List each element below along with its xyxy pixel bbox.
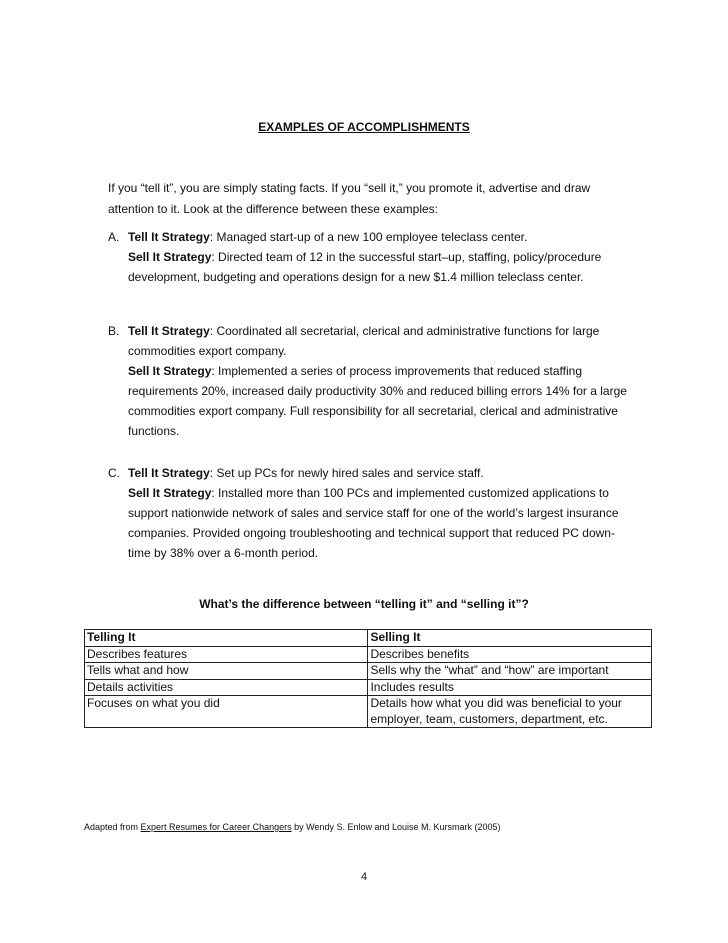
table-cell: Describes features bbox=[85, 646, 368, 663]
example-item-a bbox=[108, 227, 633, 287]
table-row bbox=[85, 679, 652, 696]
intro-paragraph: If you “tell it”, you are simply stating facts. If you “sell it,” you promote it, advertise and draw attention to it. Look at the difference between these examples: bbox=[108, 181, 591, 216]
table-row bbox=[85, 696, 652, 728]
table-cell: Details activities bbox=[85, 679, 368, 696]
comparison-table bbox=[84, 629, 652, 728]
sell-it-line bbox=[128, 483, 633, 563]
page-title: EXAMPLES OF ACCOMPLISHMENTS bbox=[258, 120, 470, 134]
sell-it-line bbox=[128, 247, 633, 287]
table-row bbox=[85, 663, 652, 680]
sell-it-label: Sell It Strategy bbox=[128, 364, 212, 378]
page-number: 4 bbox=[360, 871, 368, 883]
table-cell: Describes benefits bbox=[368, 646, 652, 663]
tell-it-text: : Coordinated all secretarial, clerical and administrative functions for large commodities export company. bbox=[128, 324, 600, 358]
example-item-b bbox=[108, 321, 633, 441]
tell-it-line bbox=[128, 463, 633, 483]
tell-it-label: Tell It Strategy bbox=[128, 466, 210, 480]
tell-it-line bbox=[128, 321, 633, 361]
source-prefix: Adapted from bbox=[84, 822, 141, 832]
table-header-cell: Selling It bbox=[368, 630, 652, 647]
sell-it-text: : Installed more than 100 PCs and implemented customized applications to support nationwide network of sales and service staff for one of the world’s largest insurance companies. Provided ongoing troubleshooting and technical support that reduced PC down-time by 38% over a 6-month period. bbox=[128, 486, 619, 560]
sell-it-text: : Directed team of 12 in the successful start–up, staffing, policy/procedure development, budgeting and operations design for a new $1.4 million teleclass center. bbox=[128, 250, 602, 284]
table-cell: Details how what you did was beneficial to your employer, team, customers, department, etc. bbox=[368, 696, 652, 728]
example-item-c bbox=[108, 463, 633, 563]
table-cell: Sells why the “what” and “how” are important bbox=[368, 663, 652, 680]
table-cell: Focuses on what you did bbox=[85, 696, 368, 728]
sell-it-label: Sell It Strategy bbox=[128, 486, 212, 500]
sell-it-label: Sell It Strategy bbox=[128, 250, 212, 264]
source-suffix: by Wendy S. Enlow and Louise M. Kursmark (2005) bbox=[291, 822, 501, 832]
table-header-row bbox=[85, 630, 652, 647]
tell-it-line bbox=[128, 227, 633, 247]
item-letter: B. bbox=[108, 324, 120, 338]
sell-it-text: : Implemented a series of process improvements that reduced staffing requirements 20%, increased daily productivity 30% and reduced billing errors 14% for a large commodities export company. Full responsibility for all secretarial, clerical and administrative functions. bbox=[128, 364, 627, 438]
tell-it-text: : Set up PCs for newly hired sales and service staff. bbox=[209, 466, 484, 480]
tell-it-label: Tell It Strategy bbox=[128, 230, 210, 244]
tell-it-text: : Managed start-up of a new 100 employee teleclass center. bbox=[209, 230, 528, 244]
item-letter: C. bbox=[108, 466, 120, 480]
source-citation bbox=[84, 822, 501, 832]
table-row bbox=[85, 646, 652, 663]
difference-heading: What’s the difference between “telling it” and “selling it”? bbox=[199, 597, 529, 611]
source-book-title: Expert Resumes for Career Changers bbox=[140, 822, 292, 832]
item-letter: A. bbox=[108, 230, 120, 244]
tell-it-label: Tell It Strategy bbox=[128, 324, 210, 338]
sell-it-line bbox=[128, 361, 633, 441]
table-cell: Includes results bbox=[368, 679, 652, 696]
table-header-cell: Telling It bbox=[85, 630, 368, 647]
table-cell: Tells what and how bbox=[85, 663, 368, 680]
